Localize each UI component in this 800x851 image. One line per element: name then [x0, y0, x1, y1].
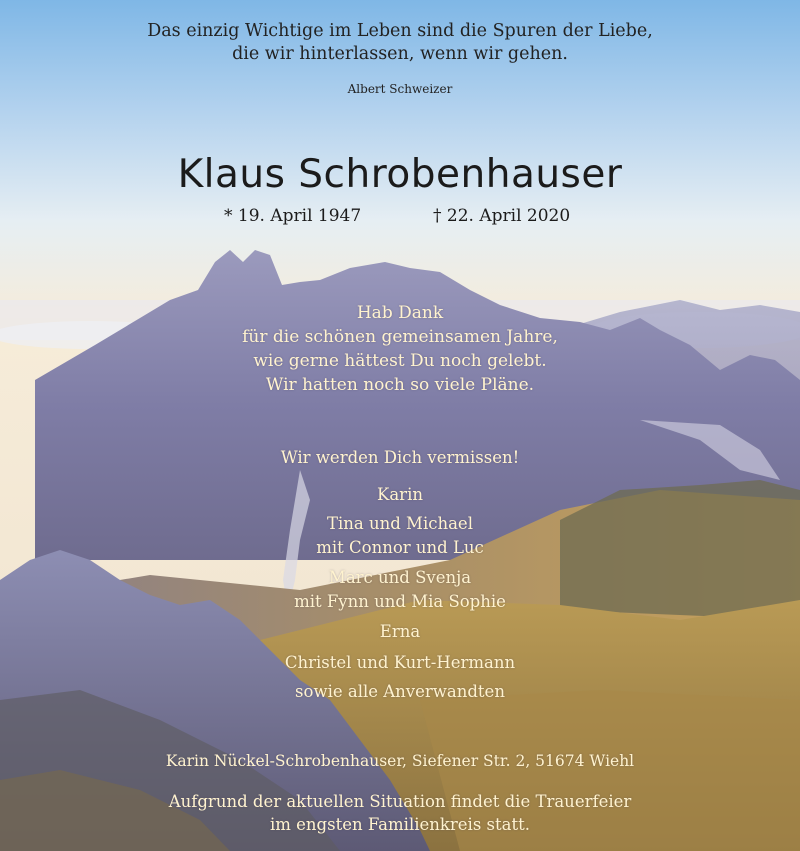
thanks-line: für die schönen gemeinsamen Jahre, [242, 327, 558, 347]
family-member: mit Connor und Luc [316, 538, 484, 557]
birth-date: * 19. April 1947 [224, 206, 362, 226]
death-date: † 22. April 2020 [433, 206, 571, 226]
family-member: Christel und Kurt-Hermann [284, 653, 516, 672]
thanks-line: wie gerne hättest Du noch gelebt. [253, 351, 547, 371]
quote-line-2: die wir hinterlassen, wenn wir gehen. [232, 44, 568, 64]
family-member: Karin [377, 485, 423, 504]
family-member: Marc und Svenja [328, 568, 472, 587]
family-member: sowie alle Anverwandten [295, 682, 505, 701]
thanks-line: Hab Dank [356, 303, 444, 323]
family-member: mit Fynn und Mia Sophie [294, 592, 506, 611]
thanks-text [0, 301, 800, 397]
family-member: Erna [379, 622, 421, 641]
funeral-note-line: Aufgrund der aktuellen Situation findet die Trauerfeier [168, 792, 632, 811]
miss-you-line: Wir werden Dich vermissen! [280, 448, 520, 467]
deceased-name: Klaus Schrobenhauser [177, 152, 623, 197]
quote-line-1: Das einzig Wichtige im Leben sind die Spuren der Liebe, [147, 21, 653, 41]
funeral-note-line: im engsten Familienkreis statt. [270, 815, 530, 834]
contact-address: Karin Nückel-Schrobenhauser, Siefener Str. 2, 51674 Wiehl [165, 752, 635, 770]
family-member: Tina und Michael [327, 514, 473, 533]
thanks-line: Wir hatten noch so viele Pläne. [265, 375, 535, 395]
quote-author: Albert Schweizer [347, 82, 453, 96]
